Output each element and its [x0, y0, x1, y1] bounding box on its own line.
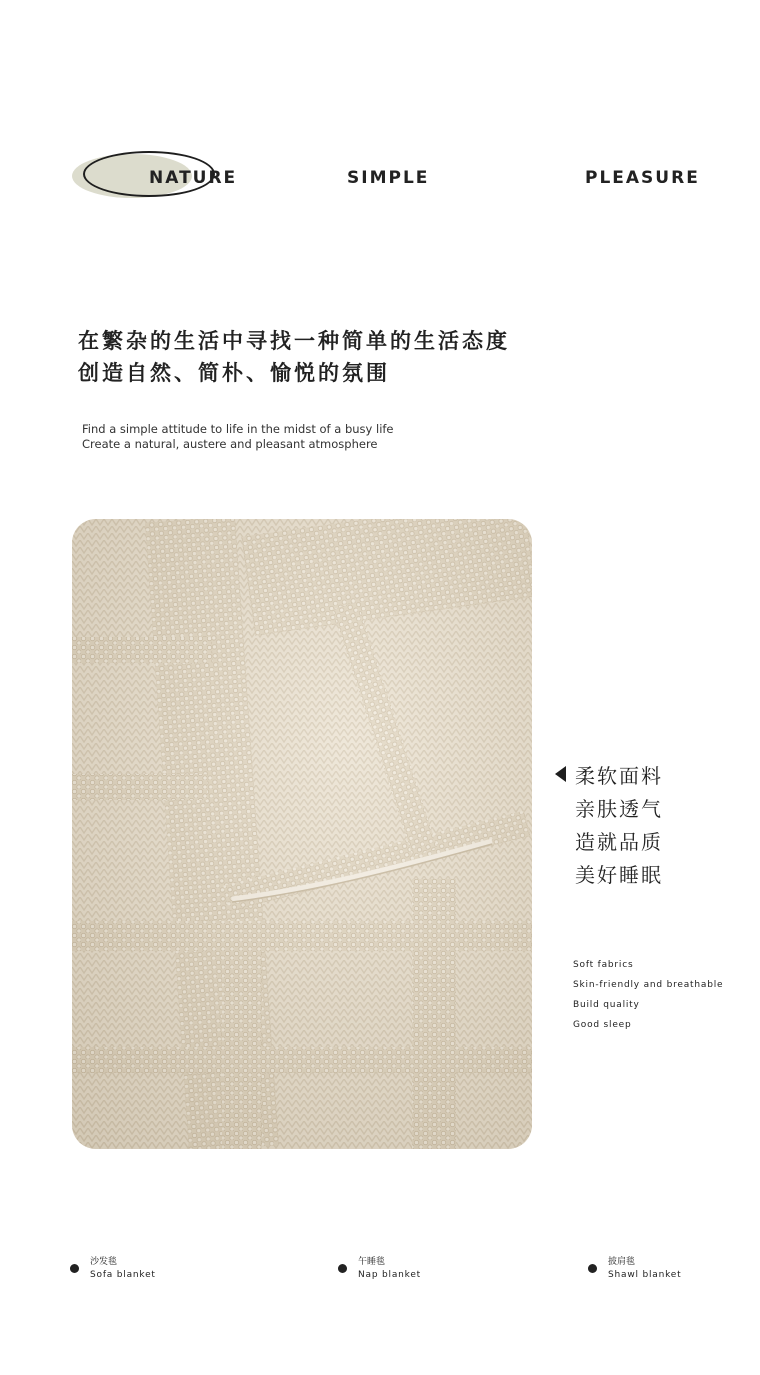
feature-en-item: Soft fabrics [573, 960, 634, 970]
headline [78, 325, 510, 389]
feature-cn-item: 美好睡眠 [575, 863, 663, 887]
feature-en-item: Good sleep [573, 1020, 632, 1030]
nav-item-nature: NATURE [149, 168, 238, 188]
subline-line-2: Create a natural, austere and pleasant atmosphere [82, 437, 378, 451]
product-type-cn: 沙发毯 [90, 1257, 118, 1267]
nav-item-simple: SIMPLE [347, 168, 430, 188]
feature-cn-item: 亲肤透气 [575, 797, 663, 821]
subline-line-1: Find a simple attitude to life in the midst of a busy life [82, 422, 394, 436]
bullet-dot-icon [70, 1264, 79, 1273]
blanket-photo [72, 519, 532, 1149]
bullet-dot-icon [588, 1264, 597, 1273]
product-type-cn: 午睡毯 [358, 1257, 386, 1267]
feature-en-item: Skin-friendly and breathable [573, 980, 724, 990]
feature-cn-item: 造就品质 [575, 830, 663, 854]
nav-item-pleasure: PLEASURE [585, 168, 700, 188]
product-type-en: Shawl blanket [608, 1270, 682, 1280]
feature-cn-item: 柔软面料 [575, 764, 663, 788]
knit-texture-image [72, 519, 532, 1149]
bullet-dot-icon [338, 1264, 347, 1273]
subline [82, 422, 394, 452]
product-type-cn: 披肩毯 [608, 1257, 636, 1267]
header-nav [0, 150, 760, 206]
feature-list-cn [575, 760, 663, 892]
feature-en-item: Build quality [573, 1000, 640, 1010]
product-type-en: Nap blanket [358, 1270, 422, 1280]
product-type-en: Sofa blanket [90, 1270, 156, 1280]
headline-line-1: 在繁杂的生活中寻找一种简单的生活态度 [78, 329, 510, 353]
triangle-left-icon [555, 766, 566, 782]
feature-list-en [573, 955, 723, 1035]
headline-line-2: 创造自然、简朴、愉悦的氛围 [78, 361, 390, 385]
